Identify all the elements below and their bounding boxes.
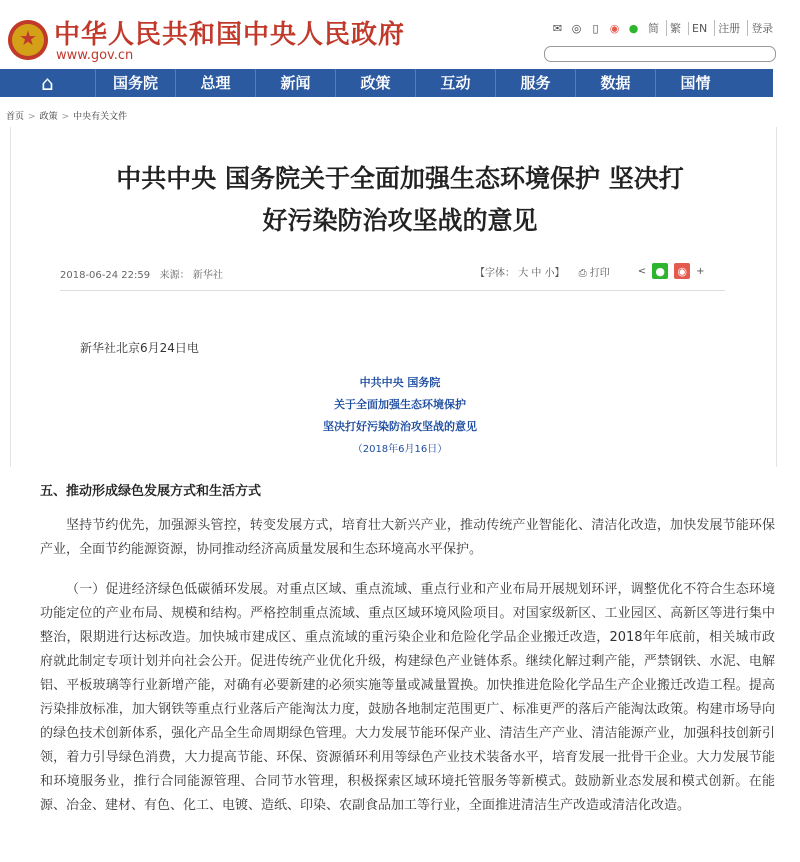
nav-item-national-info[interactable]: 国情 [655,69,735,97]
site-url: www.gov.cn [56,48,134,63]
source-name: 新华社 [192,270,223,281]
font-size-label: 【字体： [475,267,515,279]
nav-item-data[interactable]: 数据 [575,69,655,97]
weibo-share-icon[interactable]: ◉ [674,263,690,279]
paragraph: （一）促进经济绿色低碳循环发展。对重点区域、重点流域、重点行业和产业布局开展规划环评，调整优化不符合生态环境功能定位的产业布局、规模和结构。严格控制重点流域、重点区域环境风险项目。对国家级新区、工业园区、高新区等进行集中整治，限期进行达标改造。加快城市建成区、重点流域的重污染企业和危险化学品企业搬迁改造，2018年年底前，相关城市政府就此制定专项计划并向社会公开。促进传统产业优化升级，构建绿色产业链体系。继续化解过剩产能，严禁钢铁、水泥、电解铝、平板玻璃等行业新增产能，对确有必要新建的必须实施等量或减量置换。加快推进危险化学品生产企业搬迁改造工程。提高污染排放标准，加大钢铁等重点行业落后产能淘汰力度，鼓励各地制定范围更广、标准更严的落后产能淘汰政策。构建市场导向的绿色技术创新体系，强化产品全生命周期绿色管理。大力发展节能环保产业、清洁生产产业、清洁能源产业，加强科技创新引领，着力引导绿色消费，大力提高节能、环保、资源循环利用等绿色产业技术装备水平，培育发展一批骨干企业。大力发展节能和环境服务业，推行合同能源管理、合同节水管理，积极探索区域环境托管服务等新模式。鼓励新业态发展和模式创新。在能源、冶金、建材、有色、化工、电镀、造纸、印染、农副食品加工等行业，全面推进清洁生产改造或清洁化改造。 [40,582,775,813]
main-nav [0,69,773,97]
lang-traditional[interactable]: 繁 [666,20,684,36]
nav-item-premier[interactable]: 总理 [175,69,255,97]
nav-item-news[interactable]: 新闻 [255,69,335,97]
title-line: 中共中央 国务院关于全面加强生态环境保护 坚决打 [116,164,684,193]
doc-issuer: 中共中央 国务院 [359,376,441,389]
breadcrumb-home[interactable]: 首页 [6,112,25,122]
breadcrumb [6,109,127,122]
weibo-icon[interactable]: ◎ [571,21,582,35]
font-medium-button[interactable]: 中 [531,267,542,279]
source-label: 来源： [159,270,190,281]
nav-item-state-council[interactable]: 国务院 [95,69,175,97]
plus-icon[interactable]: + [696,265,705,277]
weibo-icon[interactable]: ◉ [609,21,620,35]
chevron-right-icon: > [28,112,36,122]
print-button[interactable] [579,264,610,279]
divider [60,290,725,291]
paragraph: 坚持节约优先，加强源头管控，转变发展方式，培育壮大新兴产业，推动传统产业智能化、清洁化改造，加快发展节能环保产业，全面节约能源资源，协同推动经济高质量发展和生态环境高水平保护。 [40,518,775,557]
search-input[interactable] [544,46,776,62]
login-link[interactable]: 登录 [747,20,776,36]
lang-simplified[interactable]: 简 [648,22,659,35]
article-tools [475,263,705,279]
phone-icon[interactable]: ▯ [592,21,599,35]
issue-date: （2018年6月16日） [352,444,448,455]
print-label: 打印 [589,267,610,279]
page-title [40,158,760,242]
publish-date: 2018-06-24 22:59 [60,270,151,281]
wechat-share-icon[interactable]: ● [652,263,668,279]
site-title[interactable]: 中华人民共和国中央人民政府 [54,20,406,50]
wechat-icon[interactable]: ● [628,21,639,35]
printer-icon: ⎙ [578,267,587,279]
doc-title-line: 坚决打好污染防治攻坚战的意见 [323,420,477,433]
dateline: 新华社北京6月24日电 [80,341,199,355]
nav-item-interaction[interactable]: 互动 [415,69,495,97]
article-meta [60,266,223,281]
doc-title-line: 关于全面加强生态环境保护 [334,398,466,411]
nav-item-services[interactable]: 服务 [495,69,575,97]
section-heading: 五、推动形成绿色发展方式和生活方式 [40,484,262,499]
home-icon[interactable]: ⌂ [41,71,54,95]
social-links [550,20,776,36]
lang-english[interactable]: EN [688,22,710,35]
font-large-button[interactable]: 大 [518,267,529,279]
nav-item-policy[interactable]: 政策 [335,69,415,97]
share-icon[interactable]: < [637,265,647,277]
chevron-right-icon: > [61,112,70,122]
breadcrumb-policy[interactable]: 政策 [39,112,58,122]
register-link[interactable]: 注册 [714,20,743,36]
breadcrumb-central-docs[interactable]: 中央有关文件 [73,112,128,122]
mail-icon[interactable]: ✉ [552,21,563,35]
title-line: 好污染防治攻坚战的意见 [262,206,538,235]
national-emblem-logo[interactable] [8,20,48,60]
font-small-button[interactable]: 小】 [544,267,565,279]
